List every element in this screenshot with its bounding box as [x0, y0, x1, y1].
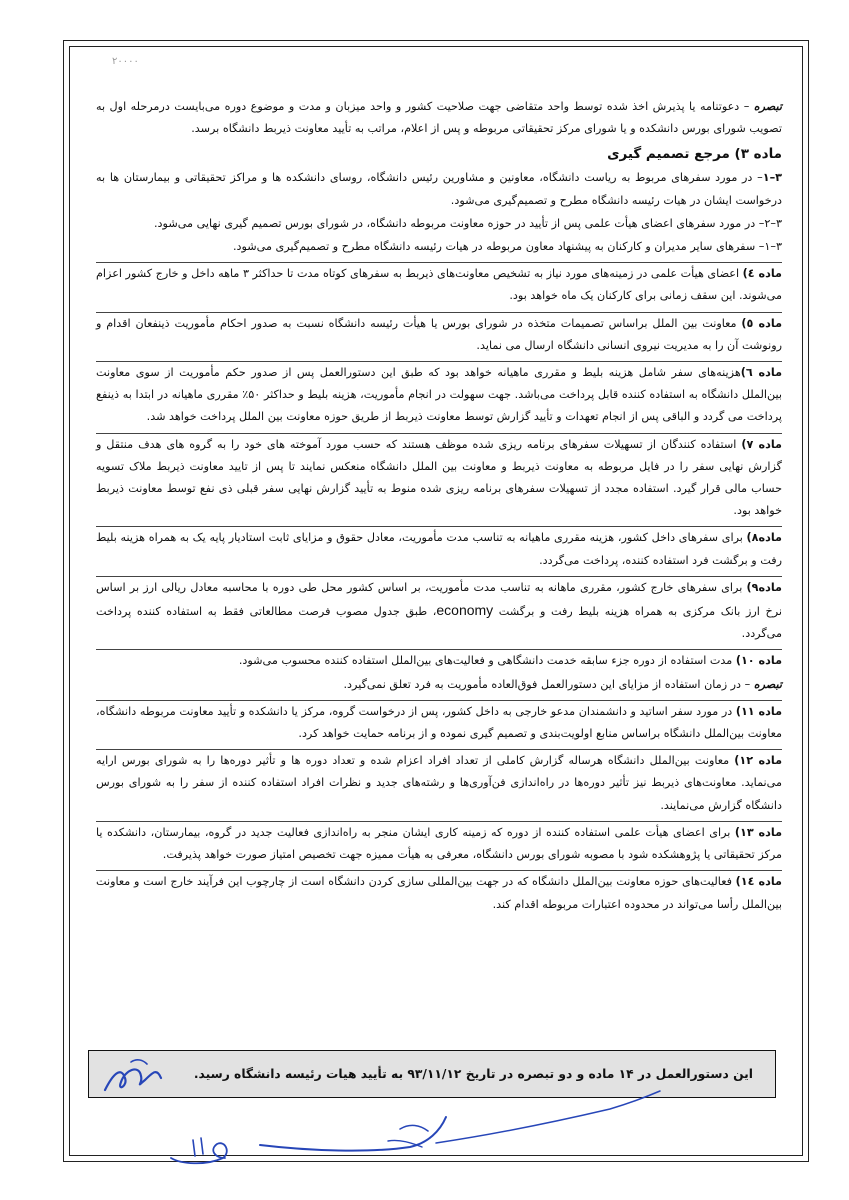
article-label: ماده۹) [746, 580, 782, 594]
note-label: تبصره [753, 677, 782, 691]
article-label: ماده ۱۳) [734, 825, 782, 839]
article-8 [96, 527, 782, 571]
note-label: تبصره [753, 100, 782, 113]
article-text: برای اعضای هیأت علمی استفاده کننده از دوره که زمینه کاری ایشان منجر به راه‌اندازی فعالیت جدید در گروه، بیمارستان، دانشکده یا مرکز تحقیقاتی یا پژوهشکده شود با مصوبه شورای بورس دانشگاه، معرفی به هیأت ممیزه جهت تخصیص امتیاز صورت خواهد پذیرفت. [96, 825, 782, 862]
article-label: ماده ٥) [741, 316, 783, 330]
article-7 [96, 434, 782, 523]
page-mark: ۲۰۰۰۰ [112, 56, 139, 67]
article-4 [96, 263, 782, 307]
article-text: استفاده کنندگان از تسهیلات سفرهای برنامه ریزی شده موظف هستند که حسب مورد آموخته های خود را به گروه های هدف منتقل و گزارش نهایی سفر را در فایل مربوطه به معاونت ذیربط و معاونت بین الملل دانشگاه منعکس نمایند تا پس از تایید معاونت ذیربط ملاک تسویه حساب مالی قرار گیرد. استفاده مجدد از تسهیلات سفرهای برنامه ریزی شده منوط به تأیید گزارش نهایی سفر قبلی ذی نفع توسط معاونت ذیربط خواهد بود. [96, 437, 782, 518]
article-label: ماده ٦) [740, 366, 782, 380]
item-3-3: ۳–۱– سفرهای سایر مدیران و کارکنان به پیشنهاد معاون مربوطه در هیات رئیسه دانشگاه مطرح و تصمیم‌گیری می‌شود. [232, 240, 782, 254]
item-text: – در مورد سفرهای مربوط به ریاست دانشگاه، معاونین و مشاورین رئیس دانشگاه، روسای دانشکده ها و مراکز تحقیقاتی و بیمارستان ها به درخواست ایشان در هیات رئیسه دانشگاه مطرح و تصمیم‌گیری می‌شود. [96, 171, 782, 207]
approval-text: این دستورالعمل در ۱۴ ماده و دو تبصره در تاریخ ۹۳/۱۱/۱۲ به تأیید هیات رئیسه دانشگاه رسید. [193, 1067, 753, 1081]
article-10 [96, 650, 782, 672]
article-label: ماده ۱۲) [734, 754, 783, 768]
note-text: – دعوتنامه یا پذیرش اخذ شده توسط واحد متقاضی جهت صلاحیت کشور و واحد میزبان و مدت و موضوع دوره می‌بایست درمرحله اول به تصویب شورای بورس دانشکده و یا شورای مرکز تحقیقاتی مربوطه و پس از اعلام، مراتب به تأیید معاونت ذیربط دانشگاه برسد. [96, 100, 782, 136]
signature-main [250, 1085, 670, 1160]
signature-initials [95, 1052, 175, 1102]
article-label: ماده۸) [746, 531, 782, 545]
article-text: معاونت بین‌الملل دانشگاه هرساله گزارش کاملی از تعداد افراد اعزام شده و تعداد دوره ها و تأثیر دوره‌ها را به شورای بورس ارایه می‌نماید. معاونت‌های ذیربط نیز تأثیر دوره‌ها در راه‌اندازی فن‌آوری‌ها و رشته‌های جدید و نظرات افراد استفاده کننده از سفر را به شورای بورس دانشگاه گزارش می‌نمایند. [96, 754, 782, 812]
article-12 [96, 750, 782, 817]
article-5 [96, 313, 782, 357]
article-label: ماده ۱۱) [735, 704, 783, 718]
article-text: مدت استفاده از دوره جزء سابقه خدمت دانشگاهی و فعالیت‌های بین‌الملل استفاده کننده محسوب می‌شود. [238, 654, 736, 668]
note-1 [96, 96, 782, 140]
article-9 [96, 577, 782, 646]
section-3-title: ماده ۳) مرجع تصمیم گیری [607, 146, 782, 163]
signature-secondary [165, 1118, 255, 1170]
article-text: برای سفرهای خارج کشور، مقرری ماهانه به تناسب مدت مأموریت، بر اساس کشور محل طی دوره با محاسبه معادل ریالی ارز بر اساس نرخ ارز بانک مرکزی به همراه هزینه بلیط رفت و برگشت [96, 580, 782, 619]
article-text: برای سفرهای داخل کشور، هزینه مقرری ماهیانه به تناسب مدت مأموریت، معادل حقوق و مزایای ثابت استادیار پایه یک به همراه هزینه بلیط رفت و برگشت فرد استفاده کننده، پرداخت می‌گردد. [96, 531, 782, 567]
article-label: ماده ١٤) [735, 875, 782, 889]
article-text: فعالیت‌های حوزه معاونت بین‌الملل دانشگاه که در جهت بین‌المللی سازی کردن دانشگاه است از چارچوب این فرآیند خارج است و معاونت بین‌الملل رأسا می‌تواند در محدوده اعتبارات مربوطه اقدام کند. [96, 875, 782, 911]
note-2 [96, 674, 782, 696]
economy-term: economy [436, 602, 494, 619]
article-14 [96, 871, 782, 915]
article-text: ، طبق جدول مصوب فرصت مطالعاتی فقط به استفاده کننده پرداخت می‌گردد. [96, 605, 782, 641]
note-text: – در زمان استفاده از مزایای این دستورالعمل فوق‌العاده مأموریت به فرد تعلق نمی‌گیرد. [343, 677, 754, 691]
article-11 [96, 701, 782, 745]
item-label: ۳–۱ [762, 171, 782, 185]
article-13 [96, 822, 782, 866]
article-text: هزینه‌های سفر شامل هزینه بلیط و مقرری ماهیانه خواهد بود که طبق این دستورالعمل پس از صدور حکم مأموریت از سوی معاونت بین‌الملل دانشگاه به استفاده کننده قابل پرداخت می‌باشد. جهت سهولت در انجام مأموریت، هزینه بلیط و حداکثر ۵۰٪ مقرری ماهیانه در ابتدا به ذینفع پرداخت می گردد و الباقی پس از انجام تعهدات و تأیید گزارش توسط معاونت ذیربط از طریق حوزه معاونت بین الملل پرداخت خواهد شد. [96, 366, 783, 424]
article-text: اعضای هیأت علمی در زمینه‌های مورد نیاز به تشخیص معاونت‌های ذیربط به سفرهای کوتاه مدت تا حداکثر ۳ ماهه داخل و خارج کشور اعزام می‌شوند. این سقف زمانی برای کارکنان یک ماه خواهد بود. [96, 267, 782, 303]
article-6 [96, 362, 782, 429]
article-text: در مورد سفر اساتید و دانشمندان مدعو خارجی به داخل کشور، پس از درخواست گروه، مرکز یا دانشکده و تأیید معاونت مربوطه دانشگاه، معاونت بین‌الملل دانشگاه براساس منابع اولویت‌بندی و تصمیم گیری نموده و از برنامه حمایت خواهد کرد. [96, 704, 782, 741]
article-label: ماده ٤) [742, 267, 782, 281]
document-body [96, 96, 782, 917]
article-label: ماده ۷) [741, 437, 782, 451]
item-3-2: ۳–۲– در مورد سفرهای اعضای هیأت علمی پس از تأیید در حوزه معاونت مربوطه دانشگاه، در شورای بورس تصمیم گیری نهایی می‌شود. [154, 216, 782, 230]
article-text: معاونت بین الملل براساس تصمیمات متخذه در شورای بورس یا هیأت رئیسه دانشگاه نسبت به صدور احکام مأموریت ذینفعان اقدام و رونوشت آن را به مدیریت نیروی انسانی دانشگاه ارسال می نماید. [96, 316, 782, 352]
item-3-1 [96, 167, 782, 211]
article-label: ماده ۱۰) [735, 654, 782, 668]
